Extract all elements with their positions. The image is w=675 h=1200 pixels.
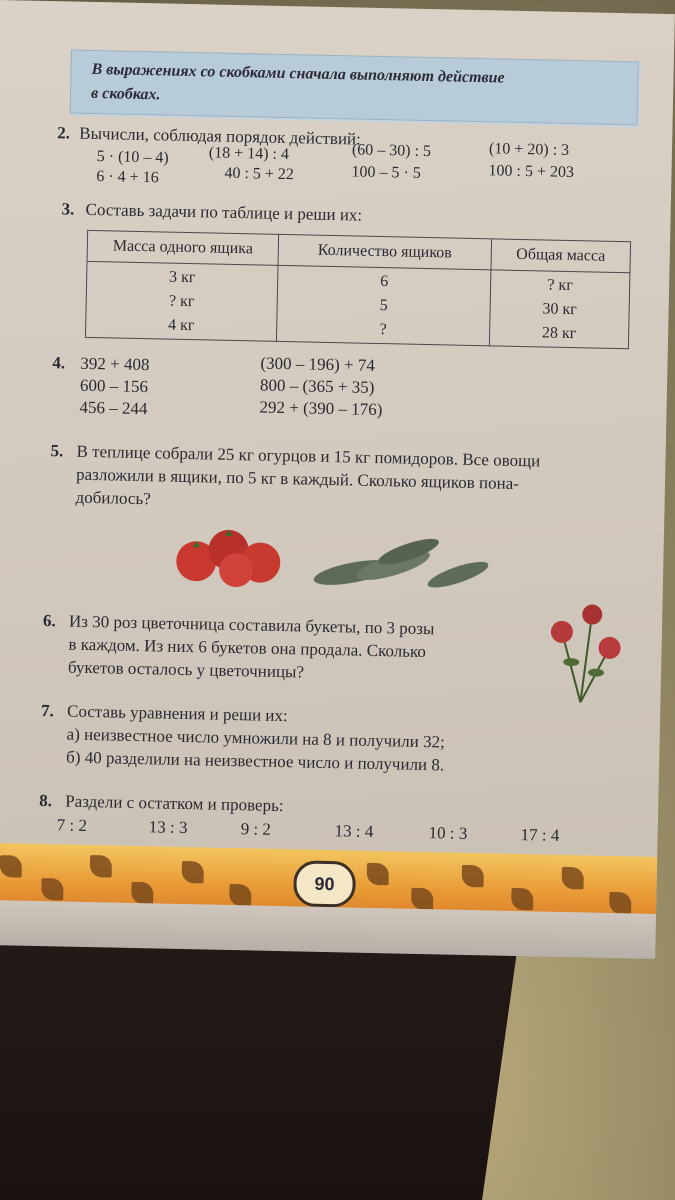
task2-expr: 100 – 5 · 5	[351, 163, 421, 182]
task3-number: 3.	[61, 199, 75, 219]
task4-expr: 800 – (365 + 35)	[259, 375, 375, 397]
leaf-icon	[131, 882, 153, 904]
leaf-icon	[182, 861, 204, 883]
table-header: Количество ящиков	[278, 234, 492, 269]
table-column	[489, 270, 630, 349]
task2-expr: 6 · 4 + 16	[96, 168, 159, 187]
table-cell: 3 кг	[168, 268, 196, 286]
task4-expr: (300 – 196) + 74	[260, 353, 376, 375]
leaf-icon	[609, 892, 631, 914]
leaf-icon	[511, 888, 533, 910]
table-cell: 6	[380, 272, 389, 290]
task7-item: а) неизвестное число умножили на 8 и получили 32;	[66, 724, 446, 752]
table-column	[85, 261, 278, 341]
leaf-icon	[90, 855, 112, 877]
task2-expr: 5 · (10 – 4)	[96, 148, 169, 167]
task8-expr: 7 : 2	[56, 815, 88, 836]
rule-line-2: в скобках.	[90, 84, 161, 104]
task7-title: Составь уравнения и реши их:	[66, 701, 288, 726]
leaf-icon	[462, 865, 484, 887]
leaf-icon	[0, 855, 22, 877]
task6-line: букетов осталось у цветочницы?	[67, 657, 305, 682]
rule-box	[70, 49, 639, 125]
task2-expr: (10 + 20) : 3	[488, 140, 570, 159]
task2-expr: (60 – 30) : 5	[351, 141, 432, 161]
task2-expr: (18 + 14) : 4	[208, 144, 290, 164]
table-cell: ? кг	[168, 292, 195, 310]
task2-title: Вычисли, соблюдая порядок действий:	[79, 123, 362, 149]
roses-illustration	[540, 601, 622, 713]
task8-expr: 10 : 3	[428, 823, 468, 843]
page-number: 90	[293, 860, 356, 907]
task7-item: б) 40 разделили на неизвестное число и получили 8.	[65, 747, 445, 775]
mass-table	[85, 230, 631, 349]
task8-expr: 9 : 2	[240, 819, 272, 839]
vegetables-illustration	[168, 519, 489, 596]
table-header: Общая масса	[491, 239, 631, 273]
task5-line: В теплице собрали 25 кг огурцов и 15 кг помидоров. Все овощи	[76, 441, 541, 471]
table-cell: 28 кг	[541, 323, 577, 342]
task2-expr: 40 : 5 + 22	[224, 164, 295, 184]
task5-line: разложили в ящики, по 5 кг в каждый. Сколько ящиков пона-	[75, 464, 520, 493]
task8-title: Раздели с остатком и проверь:	[65, 791, 284, 816]
leaf-icon	[411, 888, 433, 910]
task5-line: добилось?	[75, 487, 151, 509]
task4-expr: 292 + (390 – 176)	[259, 397, 383, 420]
task4-expr: 456 – 244	[79, 397, 148, 419]
leaf-icon	[367, 863, 389, 885]
table-header: Масса одного ящика	[87, 230, 279, 265]
task2-number: 2.	[57, 123, 71, 143]
leaf-icon	[562, 867, 584, 889]
leaf-icon	[41, 878, 63, 900]
task5-number: 5.	[50, 441, 64, 461]
dark-cloth	[0, 930, 520, 1200]
table-cell: 5	[379, 296, 388, 314]
task6-line: Из 30 роз цветочница составила букеты, по 3 розы	[68, 611, 435, 639]
task2-expr: 100 : 5 + 203	[488, 162, 575, 182]
task4-expr: 392 + 408	[80, 353, 150, 375]
table-cell: ?	[379, 320, 387, 338]
task8-expr: 13 : 4	[334, 821, 374, 842]
table-cell: 4 кг	[167, 316, 195, 334]
tomatoes-illustration	[176, 529, 281, 588]
rule-line-1: В выражениях со скобками сначала выполняют действие	[91, 60, 505, 87]
task6-line: в каждом. Из них 6 букетов она продала. Сколько	[68, 634, 427, 662]
task7-number: 7.	[40, 701, 55, 721]
task6-number: 6.	[42, 611, 56, 631]
table-cell: ? кг	[547, 276, 574, 294]
cucumbers-illustration	[312, 531, 490, 594]
task4-expr: 600 – 156	[79, 375, 149, 397]
task8-expr: 13 : 3	[148, 817, 188, 838]
table-column	[276, 265, 491, 345]
table-cell: 30 кг	[542, 299, 578, 318]
task3-title: Составь задачи по таблице и реши их:	[85, 199, 363, 225]
task4-number: 4.	[52, 353, 66, 373]
task8-number: 8.	[39, 790, 53, 811]
task8-expr: 17 : 4	[520, 825, 560, 845]
leaf-icon	[229, 884, 251, 906]
